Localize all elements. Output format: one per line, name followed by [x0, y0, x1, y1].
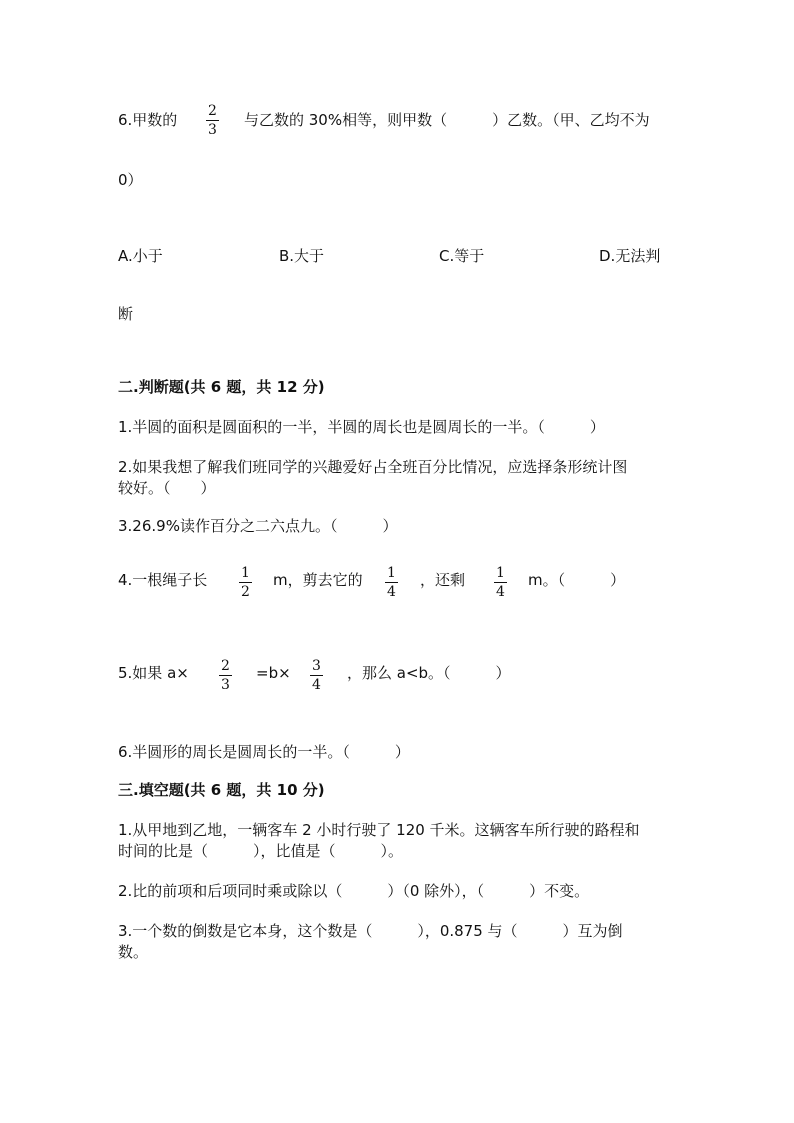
- fraction-denominator: 3: [221, 677, 230, 693]
- fraction-numerator: 2: [208, 103, 217, 119]
- s3-q3-line1: 3.一个数的倒数是它本身，这个数是（ ），0.875 与（ ）互为倒: [118, 922, 623, 940]
- fraction-denominator: 4: [496, 584, 505, 600]
- s3-q1-line2: 时间的比是（ ），比值是（ ）。: [118, 842, 404, 860]
- s2-q4-fraction-1: [239, 566, 252, 599]
- s2-q5-text-2: =b×: [256, 664, 291, 682]
- s3-q1-line1: 1.从甲地到乙地，一辆客车 2 小时行驶了 120 千米。这辆客车所行驶的路程和: [118, 821, 640, 839]
- s2-q4-text-4: m。（ ）: [528, 571, 626, 589]
- fraction-denominator: 4: [312, 677, 321, 693]
- s2-q6: 6.半圆形的周长是圆周长的一半。（ ）: [118, 743, 410, 761]
- s2-q4-text-2: m，剪去它的: [273, 571, 363, 589]
- option-b: B.大于: [279, 247, 325, 265]
- fraction-numerator: 2: [221, 658, 230, 674]
- s2-q4-text-3: ，还剩: [420, 571, 466, 589]
- s2-q5-fraction-1: [219, 659, 232, 692]
- option-d: D.无法判: [599, 247, 661, 265]
- s3-q3-line2: 数。: [118, 943, 149, 961]
- s2-q4-text-1: 4.一根绳子长: [118, 571, 208, 589]
- fraction-denominator: 2: [241, 584, 250, 600]
- s3-q2: 2.比的前项和后项同时乘或除以（ ）（0 除外），（ ）不变。: [118, 882, 590, 900]
- option-c: C.等于: [439, 247, 485, 265]
- q6-mc-text-1: 6.甲数的: [118, 111, 178, 129]
- section2-heading: 二.判断题(共 6 题，共 12 分): [118, 378, 325, 396]
- fraction-numerator: 1: [387, 565, 396, 581]
- s2-q5-text-1: 5.如果 a×: [118, 664, 189, 682]
- s2-q3: 3.26.9%读作百分之二六点九。（ ）: [118, 517, 398, 535]
- s2-q5-text-3: ，那么 a<b。（ ）: [347, 664, 511, 682]
- s2-q4-fraction-2: [385, 566, 398, 599]
- q6-mc-text-3: 0）: [118, 171, 143, 189]
- option-d-wrap: 断: [118, 305, 134, 323]
- fraction-denominator: 3: [208, 122, 217, 138]
- section3-heading: 三.填空题(共 6 题，共 10 分): [118, 781, 325, 799]
- q6-mc-fraction: [206, 104, 219, 137]
- option-a: A.小于: [118, 247, 163, 265]
- s2-q5-fraction-2: [310, 659, 323, 692]
- fraction-numerator: 1: [241, 565, 250, 581]
- q6-mc-text-2: 与乙数的 30%相等，则甲数（ ）乙数。（甲、乙均不为: [244, 111, 650, 129]
- fraction-numerator: 3: [312, 658, 321, 674]
- s2-q1: 1.半圆的面积是圆面积的一半，半圆的周长也是圆周长的一半。（ ）: [118, 418, 605, 436]
- fraction-denominator: 4: [387, 584, 396, 600]
- s2-q4-fraction-3: [494, 566, 507, 599]
- s2-q2-line1: 2.如果我想了解我们班同学的兴趣爱好占全班百分比情况，应选择条形统计图: [118, 458, 628, 476]
- s2-q2-line2: 较好。（ ）: [118, 479, 216, 497]
- fraction-numerator: 1: [496, 565, 505, 581]
